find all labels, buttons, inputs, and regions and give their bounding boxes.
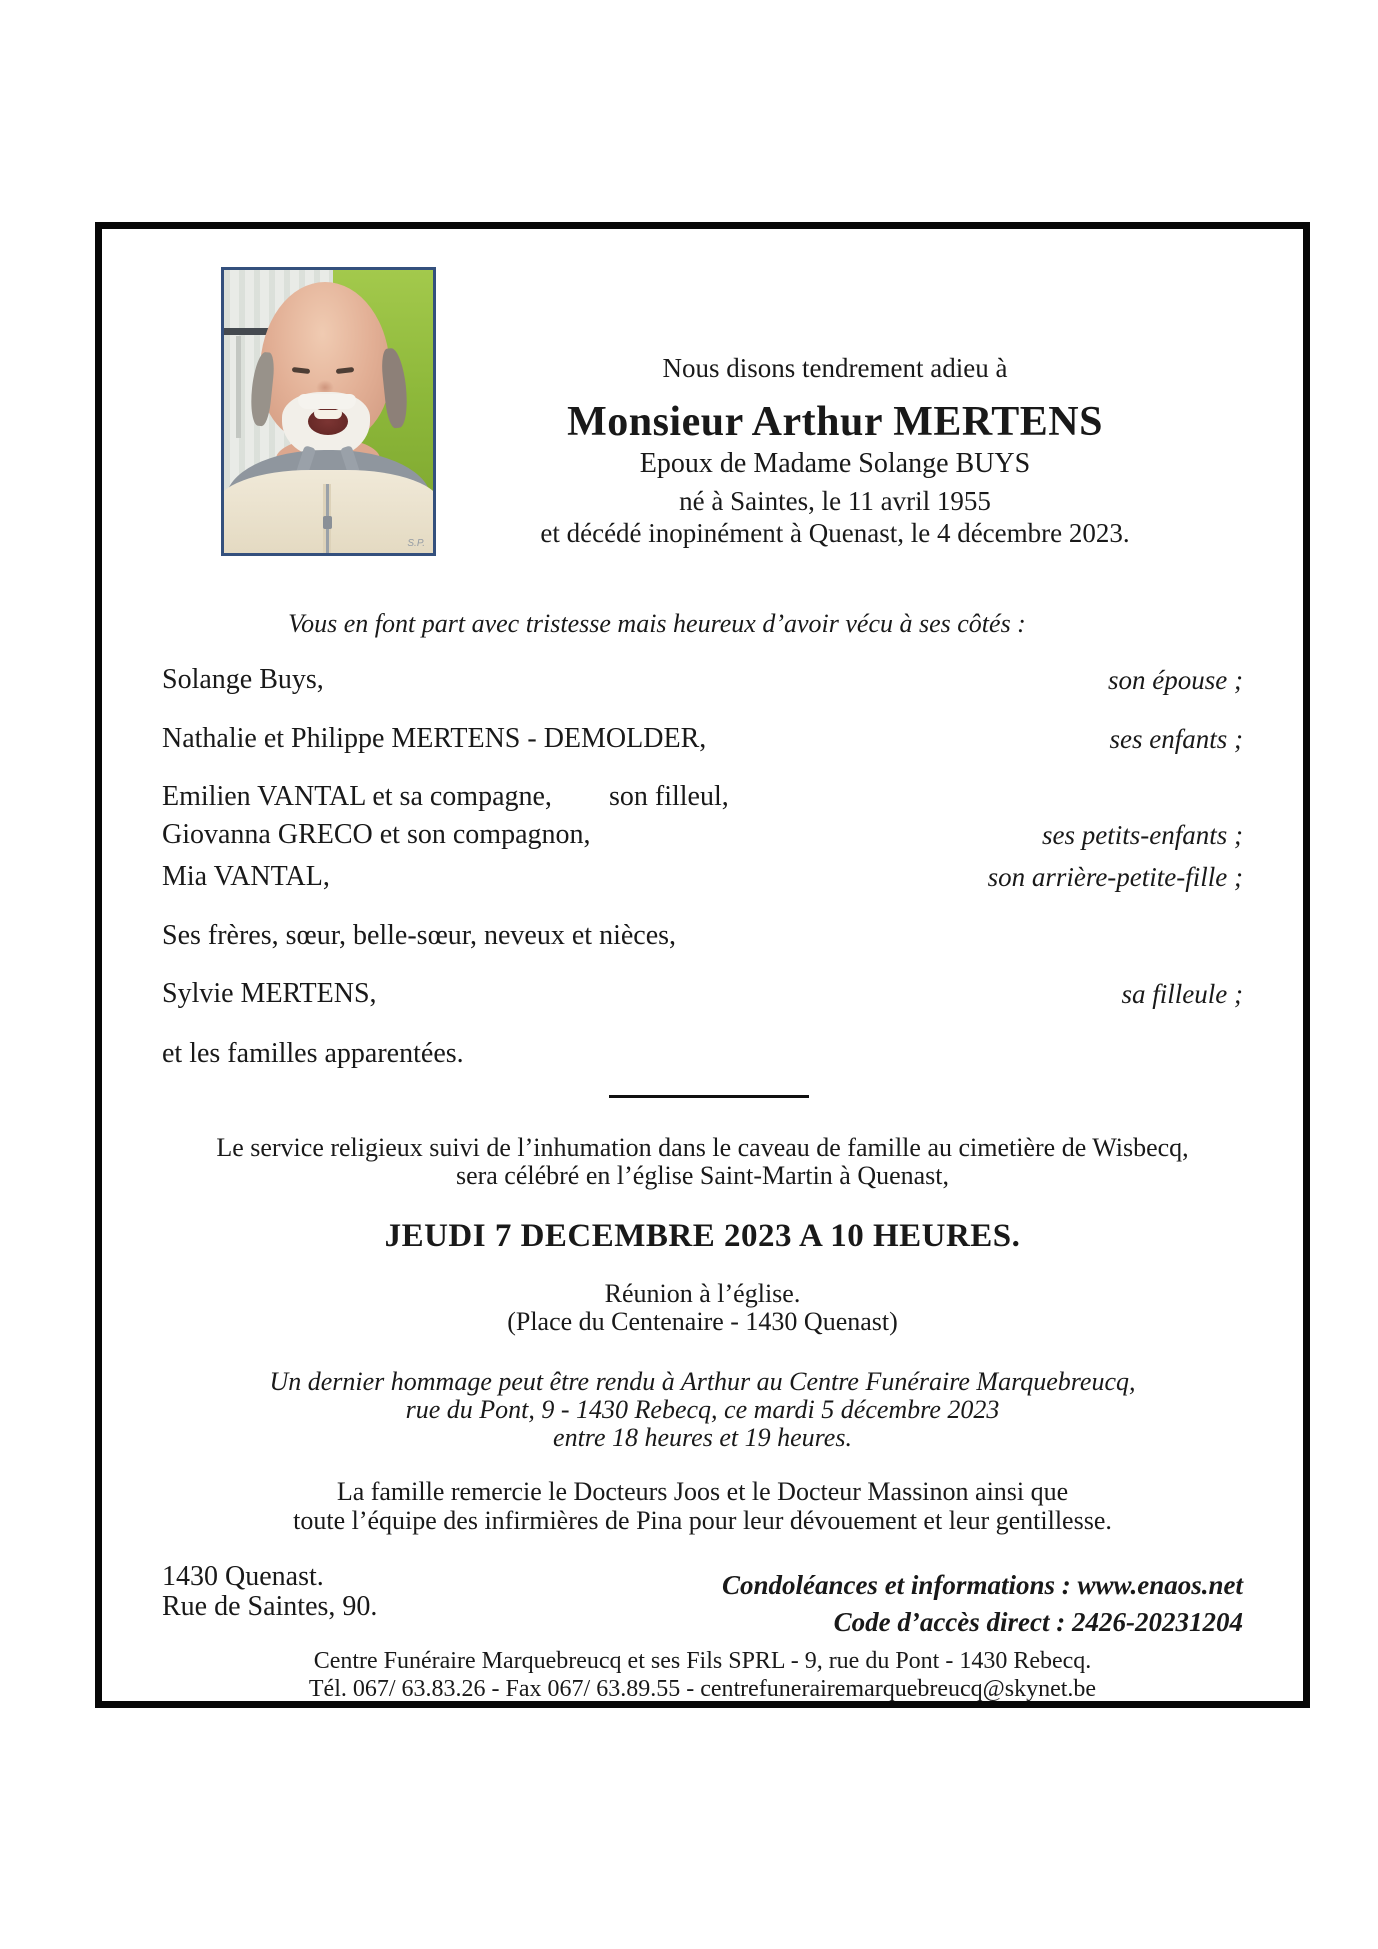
condolences-line: Condoléances et informations : www.enaos.net (721, 1570, 1243, 1600)
relation-label: son arrière-petite-fille ; (987, 862, 1243, 892)
tribute-line-1: Un dernier hommage peut être rendu à Arthur au Centre Funéraire Marquebreucq, (269, 1367, 1136, 1396)
family-name: Solange Buys, (162, 664, 324, 695)
footer-line-2: Tél. 067/ 63.83.26 - Fax 067/ 63.89.55 - centrefunerairemarquebreucq@skynet.be (308, 1676, 1097, 1702)
tribute-line-3: entre 18 heures et 19 heures. (553, 1423, 852, 1452)
family-name: Sylvie MERTENS, (162, 978, 377, 1009)
farewell-intro-line: Nous disons tendrement adieu à (662, 353, 1008, 383)
tribute-line-2: rue du Pont, 9 - 1430 Rebecq, ce mardi 5 décembre 2023 (405, 1395, 1000, 1424)
meeting-block (102, 1280, 1303, 1336)
sweater-logo-text: S.P. (407, 538, 425, 549)
family-row-godson (162, 781, 1243, 813)
deceased-name-title: Monsieur Arthur MERTENS (567, 399, 1103, 445)
memorial-card-border (95, 222, 1310, 1708)
family-row-great-granddaughter (162, 861, 1243, 893)
thanks-line-1: La famille remercie le Docteurs Joos et le Docteur Massinon ainsi que (336, 1477, 1069, 1506)
family-name: Ses frères, sœur, belle-sœur, neveux et nièces, (162, 920, 677, 951)
family-row-related-families (162, 1038, 1243, 1070)
tribute-block (102, 1368, 1303, 1452)
relation-label: ses petits-enfants ; (1042, 820, 1243, 850)
family-name: Mia VANTAL, (162, 861, 330, 892)
meeting-line: Réunion à l’église. (604, 1279, 801, 1308)
service-line-1: Le service religieux suivi de l’inhumation dans le caveau de famille au cimetière de Wisbecq, (216, 1133, 1189, 1162)
photo-window-frame (236, 336, 241, 438)
relation-label: sa filleule ; (1121, 979, 1243, 1009)
service-line-2: sera célébré en l’église Saint-Martin à Quenast, (455, 1161, 950, 1190)
family-row-spouse (162, 664, 1243, 696)
birth-line: né à Saintes, le 11 avril 1955 (679, 486, 991, 516)
relation-label: ses enfants ; (1109, 724, 1243, 754)
thanks-line-2: toute l’équipe des infirmières de Pina pour leur dévouement et leur gentillesse. (293, 1506, 1112, 1535)
family-row-children (162, 723, 1243, 755)
address-block (162, 1562, 377, 1622)
meeting-place-line: (Place du Centenaire - 1430 Quenast) (507, 1307, 898, 1336)
condolences-block (722, 1567, 1243, 1641)
photo-zipper-pull (323, 516, 332, 529)
address-line-1: 1430 Quenast. (162, 1561, 324, 1592)
access-code-line: Code d’accès direct : 2426-20231204 (833, 1607, 1243, 1637)
thanks-block (102, 1477, 1303, 1535)
family-row-goddaughter (162, 978, 1243, 1010)
service-block (102, 1134, 1303, 1190)
family-name: Emilien VANTAL et sa compagne, (162, 781, 552, 812)
service-date-line: JEUDI 7 DECEMBRE 2023 A 10 HEURES. (384, 1218, 1021, 1254)
family-name: Nathalie et Philippe MERTENS - DEMOLDER, (162, 723, 707, 754)
family-name: Giovanna GRECO et son compagnon, (162, 819, 591, 850)
family-row-siblings (162, 920, 1243, 952)
family-row-grandchildren (162, 819, 1243, 851)
relation-label-inline: son filleul, (609, 781, 729, 812)
funeral-home-footer (102, 1647, 1303, 1703)
announcement-intro-line: Vous en font part avec tristesse mais heureux d’avoir vécu à ses côtés : (288, 609, 1026, 638)
footer-line-1: Centre Funéraire Marquebreucq et ses Fils SPRL - 9, rue du Pont - 1430 Rebecq. (313, 1648, 1092, 1674)
photo-teeth (314, 410, 342, 419)
death-line: et décédé inopinément à Quenast, le 4 décembre 2023. (540, 518, 1130, 548)
relation-label: son épouse ; (1108, 665, 1243, 695)
section-divider (609, 1095, 809, 1098)
spouse-line: Epoux de Madame Solange BUYS (639, 448, 1031, 479)
header-block (342, 229, 1328, 559)
address-line-2: Rue de Saintes, 90. (162, 1591, 378, 1622)
family-name: et les familles apparentées. (162, 1038, 464, 1069)
